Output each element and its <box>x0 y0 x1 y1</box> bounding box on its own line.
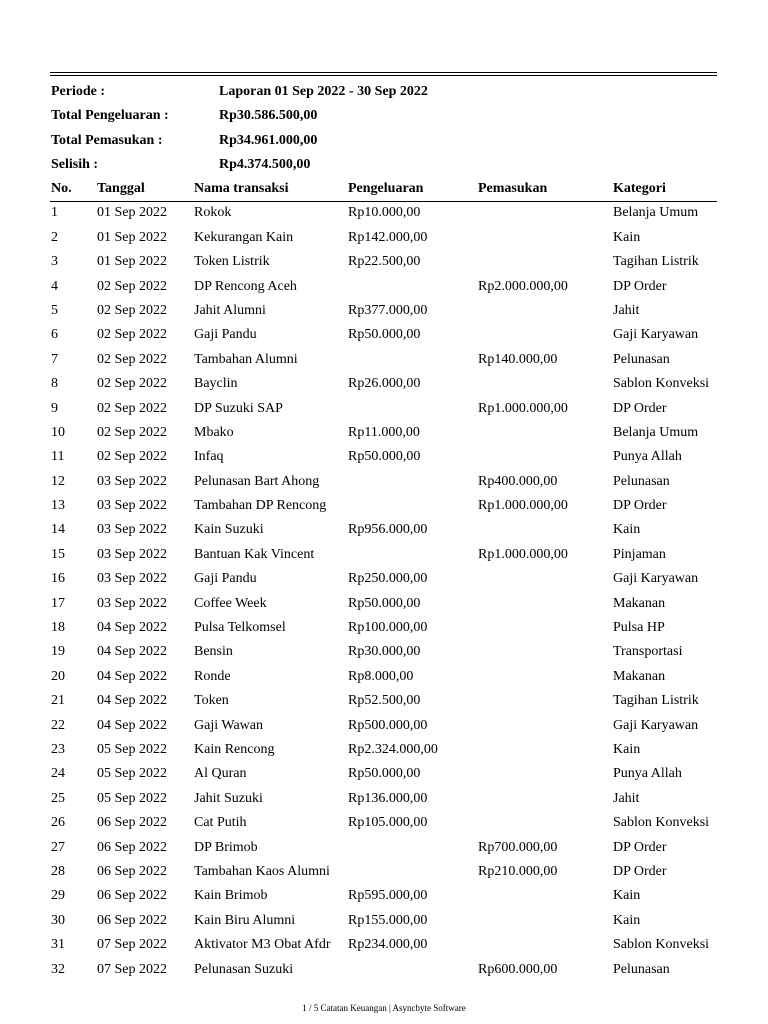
cell-category: DP Order <box>613 278 667 294</box>
top-rule-2 <box>50 75 717 76</box>
cell-expense: Rp234.000,00 <box>348 937 428 953</box>
cell-date: 02 Sep 2022 <box>97 400 167 416</box>
table-row <box>51 275 717 299</box>
cell-no: 7 <box>51 351 58 367</box>
cell-date: 02 Sep 2022 <box>97 278 167 294</box>
cell-category: Pinjaman <box>613 546 666 562</box>
cell-expense: Rp500.000,00 <box>348 717 428 733</box>
cell-category: Gaji Karyawan <box>613 571 699 587</box>
table-row <box>51 958 717 982</box>
summary-label: Total Pengeluaran : <box>51 108 169 124</box>
table-row <box>51 860 717 884</box>
cell-no: 22 <box>51 717 65 733</box>
cell-expense: Rp26.000,00 <box>348 376 421 392</box>
cell-expense: Rp30.000,00 <box>348 644 421 660</box>
cell-name: Coffee Week <box>194 595 267 611</box>
cell-date: 05 Sep 2022 <box>97 741 167 757</box>
table-row <box>51 640 717 664</box>
cell-no: 13 <box>51 498 65 514</box>
cell-date: 06 Sep 2022 <box>97 815 167 831</box>
table-row <box>51 323 717 347</box>
cell-name: Pulsa Telkomsel <box>194 620 286 636</box>
cell-name: Kain Suzuki <box>194 522 264 538</box>
cell-expense: Rp50.000,00 <box>348 766 421 782</box>
cell-date: 06 Sep 2022 <box>97 839 167 855</box>
cell-date: 06 Sep 2022 <box>97 863 167 879</box>
summary-total-income <box>51 129 717 153</box>
cell-no: 29 <box>51 888 65 904</box>
cell-name: Bayclin <box>194 376 238 392</box>
table-row <box>51 933 717 957</box>
cell-no: 16 <box>51 571 65 587</box>
table-row <box>51 762 717 786</box>
cell-no: 4 <box>51 278 58 294</box>
cell-expense: Rp22.500,00 <box>348 254 421 270</box>
table-row <box>51 787 717 811</box>
cell-date: 02 Sep 2022 <box>97 327 167 343</box>
cell-name: Jahit Suzuki <box>194 790 263 806</box>
cell-name: Gaji Pandu <box>194 571 257 587</box>
cell-income: Rp1.000.000,00 <box>478 498 568 514</box>
cell-no: 2 <box>51 229 58 245</box>
table-row <box>51 689 717 713</box>
cell-income: Rp1.000.000,00 <box>478 546 568 562</box>
cell-date: 03 Sep 2022 <box>97 473 167 489</box>
cell-date: 02 Sep 2022 <box>97 351 167 367</box>
cell-category: Belanja Umum <box>613 205 699 221</box>
cell-no: 18 <box>51 620 65 636</box>
cell-date: 06 Sep 2022 <box>97 912 167 928</box>
cell-no: 26 <box>51 815 65 831</box>
cell-category: Punya Allah <box>613 766 682 782</box>
cell-no: 28 <box>51 863 65 879</box>
table-row <box>51 250 717 274</box>
cell-category: DP Order <box>613 498 667 514</box>
cell-expense: Rp105.000,00 <box>348 815 428 831</box>
cell-no: 19 <box>51 644 65 660</box>
cell-category: Kain <box>613 888 641 904</box>
summary-value: Rp4.374.500,00 <box>219 156 311 172</box>
cell-date: 04 Sep 2022 <box>97 620 167 636</box>
summary-period <box>51 80 717 104</box>
cell-no: 10 <box>51 424 65 440</box>
summary-value: Laporan 01 Sep 2022 - 30 Sep 2022 <box>219 84 428 99</box>
table-row <box>51 811 717 835</box>
table-row <box>51 567 717 591</box>
table-row <box>51 616 717 640</box>
cell-expense: Rp11.000,00 <box>348 424 420 440</box>
transaction-table <box>51 177 717 982</box>
cell-name: Kain Biru Alumni <box>194 912 296 928</box>
table-row <box>51 397 717 421</box>
cell-date: 02 Sep 2022 <box>97 302 167 318</box>
cell-expense: Rp2.324.000,00 <box>348 741 438 757</box>
cell-no: 24 <box>51 766 65 782</box>
table-row <box>51 445 717 469</box>
cell-no: 27 <box>51 839 65 855</box>
cell-name: DP Suzuki SAP <box>194 400 283 416</box>
table-row <box>51 714 717 738</box>
column-header-date: Tanggal <box>97 181 145 196</box>
cell-income: Rp400.000,00 <box>478 473 558 489</box>
cell-no: 23 <box>51 741 65 757</box>
cell-name: Bantuan Kak Vincent <box>194 546 315 562</box>
cell-expense: Rp50.000,00 <box>348 449 421 465</box>
cell-no: 32 <box>51 961 65 977</box>
cell-no: 31 <box>51 937 65 953</box>
table-header <box>51 177 717 201</box>
page-footer: 1 / 5 Catatan Keuangan | Asyncbyte Software <box>302 1003 466 1013</box>
cell-expense: Rp377.000,00 <box>348 302 428 318</box>
cell-income: Rp600.000,00 <box>478 961 558 977</box>
cell-category: DP Order <box>613 863 667 879</box>
cell-date: 01 Sep 2022 <box>97 229 167 245</box>
report-summary <box>51 80 717 177</box>
table-row <box>51 421 717 445</box>
cell-no: 1 <box>51 205 58 221</box>
cell-date: 03 Sep 2022 <box>97 546 167 562</box>
cell-name: Tambahan Alumni <box>194 351 298 367</box>
cell-name: Bensin <box>194 644 233 660</box>
cell-expense: Rp10.000,00 <box>348 205 421 221</box>
cell-income: Rp140.000,00 <box>478 351 558 367</box>
cell-category: Pulsa HP <box>613 620 665 636</box>
column-header-no: No. <box>51 181 72 196</box>
summary-difference <box>51 153 717 177</box>
cell-date: 04 Sep 2022 <box>97 717 167 733</box>
cell-no: 30 <box>51 912 65 928</box>
cell-no: 5 <box>51 302 58 318</box>
cell-name: Infaq <box>194 449 224 465</box>
cell-date: 04 Sep 2022 <box>97 668 167 684</box>
cell-name: Token Listrik <box>194 254 270 270</box>
summary-total-expense <box>51 104 717 128</box>
cell-name: Token <box>194 693 229 709</box>
cell-category: Gaji Karyawan <box>613 717 699 733</box>
column-header-income: Pemasukan <box>478 181 548 196</box>
cell-date: 04 Sep 2022 <box>97 693 167 709</box>
cell-category: DP Order <box>613 400 667 416</box>
cell-category: Pelunasan <box>613 961 670 977</box>
cell-expense: Rp250.000,00 <box>348 571 428 587</box>
cell-date: 05 Sep 2022 <box>97 790 167 806</box>
cell-name: Jahit Alumni <box>194 302 266 318</box>
cell-income: Rp210.000,00 <box>478 863 558 879</box>
cell-name: DP Rencong Aceh <box>194 278 297 294</box>
cell-name: Al Quran <box>194 766 247 782</box>
summary-label: Selisih : <box>51 156 99 172</box>
cell-expense: Rp142.000,00 <box>348 229 428 245</box>
cell-category: Sablon Konveksi <box>613 815 710 831</box>
cell-category: Makanan <box>613 668 666 684</box>
table-row <box>51 226 717 250</box>
cell-name: Ronde <box>194 668 231 684</box>
cell-income: Rp1.000.000,00 <box>478 400 568 416</box>
cell-category: Tagihan Listrik <box>613 254 699 270</box>
table-row <box>51 665 717 689</box>
cell-date: 02 Sep 2022 <box>97 449 167 465</box>
summary-value: Rp34.961.000,00 <box>219 132 318 148</box>
table-row <box>51 299 717 323</box>
cell-date: 06 Sep 2022 <box>97 888 167 904</box>
cell-category: Kain <box>613 912 641 928</box>
cell-date: 04 Sep 2022 <box>97 644 167 660</box>
table-row <box>51 518 717 542</box>
cell-name: Kain Brimob <box>194 888 268 904</box>
cell-expense: Rp100.000,00 <box>348 620 428 636</box>
cell-no: 21 <box>51 693 65 709</box>
table-row <box>51 494 717 518</box>
cell-date: 02 Sep 2022 <box>97 376 167 392</box>
cell-name: Gaji Wawan <box>194 717 263 733</box>
cell-no: 20 <box>51 668 65 684</box>
cell-expense: Rp956.000,00 <box>348 522 428 538</box>
table-row <box>51 738 717 762</box>
cell-date: 01 Sep 2022 <box>97 205 167 221</box>
cell-category: Belanja Umum <box>613 424 699 440</box>
cell-expense: Rp8.000,00 <box>348 668 414 684</box>
table-row <box>51 909 717 933</box>
cell-expense: Rp50.000,00 <box>348 327 421 343</box>
table-row <box>51 592 717 616</box>
cell-name: DP Brimob <box>194 839 258 855</box>
cell-date: 05 Sep 2022 <box>97 766 167 782</box>
cell-name: Aktivator M3 Obat Afdr <box>194 937 331 953</box>
cell-category: DP Order <box>613 839 667 855</box>
cell-category: Kain <box>613 229 641 245</box>
cell-no: 9 <box>51 400 58 416</box>
cell-no: 3 <box>51 254 58 270</box>
cell-name: Pelunasan Suzuki <box>194 961 294 977</box>
cell-no: 14 <box>51 522 65 538</box>
cell-name: Kekurangan Kain <box>194 229 294 245</box>
cell-name: Gaji Pandu <box>194 327 257 343</box>
cell-category: Kain <box>613 522 641 538</box>
top-rule-1 <box>50 72 717 73</box>
cell-expense: Rp50.000,00 <box>348 595 421 611</box>
table-row <box>51 470 717 494</box>
column-header-name: Nama transaksi <box>194 181 289 196</box>
cell-name: Rokok <box>194 205 232 221</box>
cell-name: Mbako <box>194 424 234 440</box>
cell-name: Pelunasan Bart Ahong <box>194 473 320 489</box>
cell-no: 6 <box>51 327 58 343</box>
cell-date: 03 Sep 2022 <box>97 522 167 538</box>
summary-value: Rp30.586.500,00 <box>219 108 318 124</box>
table-row <box>51 543 717 567</box>
cell-expense: Rp52.500,00 <box>348 693 421 709</box>
cell-no: 8 <box>51 376 58 392</box>
summary-label: Periode : <box>51 84 106 99</box>
cell-category: Punya Allah <box>613 449 682 465</box>
header-rule <box>50 201 717 202</box>
cell-category: Makanan <box>613 595 666 611</box>
cell-category: Jahit <box>613 790 640 806</box>
cell-category: Gaji Karyawan <box>613 327 699 343</box>
table-row <box>51 836 717 860</box>
cell-category: Pelunasan <box>613 473 670 489</box>
cell-date: 01 Sep 2022 <box>97 254 167 270</box>
cell-expense: Rp136.000,00 <box>348 790 428 806</box>
cell-no: 12 <box>51 473 65 489</box>
cell-no: 15 <box>51 546 65 562</box>
table-row <box>51 372 717 396</box>
cell-category: Sablon Konveksi <box>613 937 710 953</box>
cell-category: Tagihan Listrik <box>613 693 699 709</box>
cell-name: Cat Putih <box>194 815 247 831</box>
cell-name: Kain Rencong <box>194 741 275 757</box>
table-row <box>51 884 717 908</box>
column-header-expense: Pengeluaran <box>348 181 424 196</box>
cell-name: Tambahan DP Rencong <box>194 498 327 514</box>
cell-date: 03 Sep 2022 <box>97 498 167 514</box>
cell-no: 17 <box>51 595 65 611</box>
cell-category: Kain <box>613 741 641 757</box>
cell-income: Rp700.000,00 <box>478 839 558 855</box>
cell-category: Jahit <box>613 302 640 318</box>
cell-income: Rp2.000.000,00 <box>478 278 568 294</box>
cell-category: Pelunasan <box>613 351 670 367</box>
cell-no: 25 <box>51 790 65 806</box>
cell-no: 11 <box>51 449 65 465</box>
table-row <box>51 348 717 372</box>
cell-date: 03 Sep 2022 <box>97 595 167 611</box>
summary-label: Total Pemasukan : <box>51 132 163 148</box>
cell-name: Tambahan Kaos Alumni <box>194 863 330 879</box>
cell-date: 03 Sep 2022 <box>97 571 167 587</box>
cell-category: Transportasi <box>613 644 683 660</box>
table-row <box>51 201 717 225</box>
cell-date: 07 Sep 2022 <box>97 937 167 953</box>
cell-category: Sablon Konveksi <box>613 376 710 392</box>
cell-date: 02 Sep 2022 <box>97 424 167 440</box>
cell-date: 07 Sep 2022 <box>97 961 167 977</box>
column-header-category: Kategori <box>613 181 666 196</box>
cell-expense: Rp595.000,00 <box>348 888 428 904</box>
cell-expense: Rp155.000,00 <box>348 912 428 928</box>
table-body <box>51 201 717 982</box>
